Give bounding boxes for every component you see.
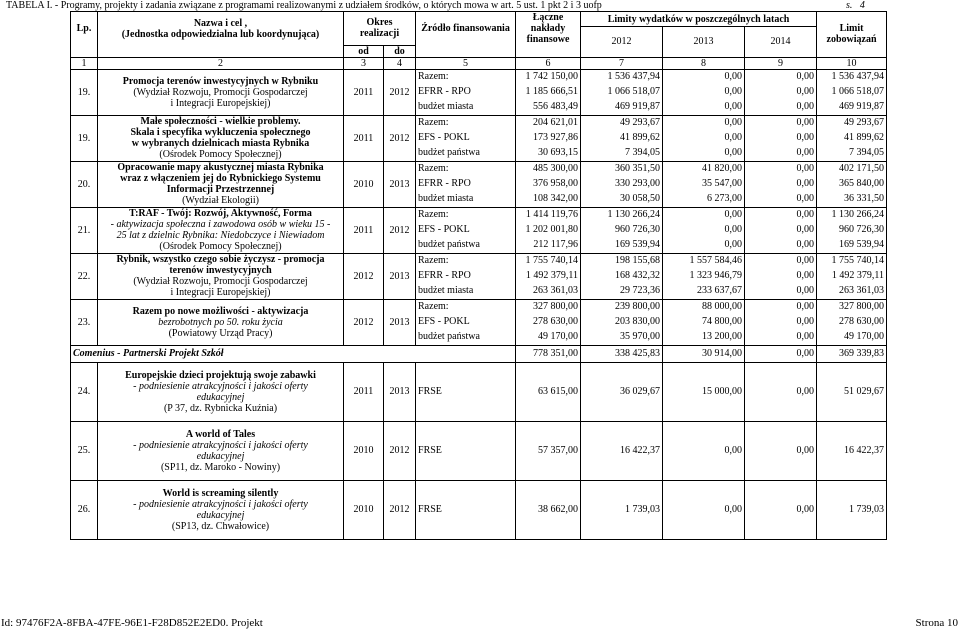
end-year: 2013 — [384, 362, 416, 421]
header-row-1 — [71, 12, 887, 27]
start-year: 2011 — [344, 115, 384, 161]
project-name-line: Skala i specyfika wykluczenia społecznego — [130, 127, 311, 138]
limit-2012: 203 830,00 — [581, 314, 663, 329]
column-number-row — [71, 57, 887, 69]
commitment-limit: 402 171,50 — [817, 161, 887, 176]
limit-2012: 360 351,50 — [581, 161, 663, 176]
funding-source: FRSE — [416, 421, 516, 480]
limit-2014: 0,00 — [745, 314, 817, 329]
commitment-limit: 51 029,67 — [817, 362, 887, 421]
limit-2012: 1 066 518,07 — [581, 84, 663, 99]
commitment-limit: 169 539,94 — [817, 237, 887, 253]
commitment-limit: 7 394,05 — [817, 145, 887, 161]
commitment-limit: 278 630,00 — [817, 314, 887, 329]
table-row — [71, 115, 887, 130]
funding-source: budżet miasta — [416, 191, 516, 207]
limit-2013: 0,00 — [663, 99, 745, 115]
total-outlay: 376 958,00 — [516, 176, 581, 191]
project-name-line: (P 37, dz. Rybnicka Kuźnia) — [163, 402, 278, 414]
project-name-line: edukacyjnej — [196, 391, 245, 403]
limit-2014: 0,00 — [745, 421, 817, 480]
project-name — [98, 115, 344, 161]
end-year: 2012 — [384, 69, 416, 115]
limit-2014: 0,00 — [745, 99, 817, 115]
commitment-limit: 49 293,67 — [817, 115, 887, 130]
funding-source: EFS - POKL — [416, 314, 516, 329]
project-name-line: T:RAF - Twój: Rozwój, Aktywność, Forma — [129, 208, 312, 219]
commitment-limit: 1 755 740,14 — [817, 253, 887, 268]
page-footer — [0, 617, 960, 631]
row-number: 22. — [71, 253, 98, 299]
total-outlay: 327 800,00 — [516, 299, 581, 314]
limit-2012: 469 919,87 — [581, 99, 663, 115]
project-name-line: - podniesienie atrakcyjności i jakości oferty — [133, 380, 308, 392]
document-id: Id: 97476F2A-8FBA-47FE-96E1-F28D852E2ED0. Projekt — [1, 617, 263, 629]
limit-2014: 0,00 — [745, 268, 817, 283]
section-2012: 338 425,83 — [581, 345, 663, 362]
limit-2013: 0,00 — [663, 237, 745, 253]
table-title: TABELA I. - Programy, projekty i zadania związane z programami realizowanymi z udziałem środków, o których mowa w art. 5 ust. 1 pkt 2 i 3 uofp — [6, 0, 602, 11]
row-number: 21. — [71, 207, 98, 253]
limit-2014: 0,00 — [745, 115, 817, 130]
limit-2014: 0,00 — [745, 130, 817, 145]
limit-2013: 41 820,00 — [663, 161, 745, 176]
column-number: 3 — [344, 57, 384, 69]
commitment-limit: 327 800,00 — [817, 299, 887, 314]
commitment-limit: 960 726,30 — [817, 222, 887, 237]
section-title: Comenius - Partnerski Projekt Szkół — [71, 345, 516, 362]
table-row — [71, 362, 887, 421]
start-year: 2012 — [344, 299, 384, 345]
column-number: 4 — [384, 57, 416, 69]
limit-2013: 15 000,00 — [663, 362, 745, 421]
row-number: 26. — [71, 480, 98, 539]
start-year: 2010 — [344, 421, 384, 480]
commitment-limit: 41 899,62 — [817, 130, 887, 145]
col-total-header: Łączne nakłady finansowe — [516, 12, 581, 46]
limit-2013: 233 637,67 — [663, 283, 745, 299]
project-name-line: Razem po nowe możliwości - aktywizacja — [132, 305, 309, 317]
project-name-line: w wybranych dzielnicach miasta Rybnika — [131, 138, 310, 149]
total-outlay: 108 342,00 — [516, 191, 581, 207]
limit-2014: 0,00 — [745, 145, 817, 161]
project-name-line: bezrobotnych po 50. roku życia — [158, 316, 283, 328]
funding-source: EFS - POKL — [416, 222, 516, 237]
limit-2013: 0,00 — [663, 421, 745, 480]
limit-2012: 239 800,00 — [581, 299, 663, 314]
end-year: 2013 — [384, 299, 416, 345]
project-name — [98, 69, 344, 115]
project-name-line: Rybnik, wszystko czego sobie życzysz - promocja — [116, 254, 325, 265]
limit-2013: 0,00 — [663, 480, 745, 539]
project-name-line: Małe społeczności - wielkie problemy. — [140, 116, 301, 127]
col-period-header: Okres realizacji — [344, 12, 416, 46]
limit-2013: 1 323 946,79 — [663, 268, 745, 283]
project-name — [98, 161, 344, 207]
commitment-limit: 1 066 518,07 — [817, 84, 887, 99]
col-2014-header: 2014 — [745, 27, 817, 58]
column-number: 10 — [817, 57, 887, 69]
row-number: 25. — [71, 421, 98, 480]
section-2013: 30 914,00 — [663, 345, 745, 362]
project-name-line: - aktywizacja społeczna i zawodowa osób w wieku 15 - — [110, 219, 331, 230]
funding-source: Razem: — [416, 69, 516, 84]
table-row — [71, 69, 887, 84]
total-outlay: 212 117,96 — [516, 237, 581, 253]
limit-2014: 0,00 — [745, 84, 817, 99]
column-number: 8 — [663, 57, 745, 69]
project-name — [98, 362, 344, 421]
table-body — [71, 12, 887, 540]
page-number: s. 4 — [846, 0, 865, 11]
end-year: 2013 — [384, 161, 416, 207]
total-outlay: 1 202 001,80 — [516, 222, 581, 237]
limit-2012: 198 155,68 — [581, 253, 663, 268]
total-outlay: 30 693,15 — [516, 145, 581, 161]
table-row — [71, 299, 887, 314]
project-name-line: edukacyjnej — [196, 509, 245, 521]
funding-source: budżet państwa — [416, 237, 516, 253]
limit-2014: 0,00 — [745, 480, 817, 539]
limit-2012: 35 970,00 — [581, 329, 663, 345]
table-row — [71, 480, 887, 539]
start-year: 2010 — [344, 161, 384, 207]
project-name-line: i Integracji Europejskiej) — [170, 97, 271, 109]
start-year: 2012 — [344, 253, 384, 299]
funding-source: FRSE — [416, 480, 516, 539]
start-year: 2010 — [344, 480, 384, 539]
commitment-limit: 1 130 266,24 — [817, 207, 887, 222]
table-row — [71, 253, 887, 268]
section-2014: 0,00 — [745, 345, 817, 362]
limit-2014: 0,00 — [745, 283, 817, 299]
column-number: 2 — [98, 57, 344, 69]
budget-table — [70, 11, 887, 540]
funding-source: budżet państwa — [416, 145, 516, 161]
limit-2012: 7 394,05 — [581, 145, 663, 161]
row-number: 24. — [71, 362, 98, 421]
project-name-line: Informacji Przestrzennej — [166, 184, 275, 195]
end-year: 2013 — [384, 253, 416, 299]
limit-2013: 35 547,00 — [663, 176, 745, 191]
limit-2013: 74 800,00 — [663, 314, 745, 329]
limit-2012: 16 422,37 — [581, 421, 663, 480]
limit-2013: 1 557 584,46 — [663, 253, 745, 268]
project-name — [98, 480, 344, 539]
column-number: 1 — [71, 57, 98, 69]
column-number: 7 — [581, 57, 663, 69]
start-year: 2011 — [344, 69, 384, 115]
limit-2014: 0,00 — [745, 362, 817, 421]
project-name-line: Opracowanie mapy akustycznej miasta Rybnika — [117, 162, 324, 173]
funding-source: EFRR - RPO — [416, 176, 516, 191]
total-outlay: 1 742 150,00 — [516, 69, 581, 84]
total-outlay: 263 361,03 — [516, 283, 581, 299]
funding-source: EFRR - RPO — [416, 84, 516, 99]
funding-source: budżet państwa — [416, 329, 516, 345]
funding-source: EFS - POKL — [416, 130, 516, 145]
commitment-limit: 469 919,87 — [817, 99, 887, 115]
row-number: 19. — [71, 115, 98, 161]
project-name-line: (SP11, dz. Maroko - Nowiny) — [160, 461, 281, 473]
funding-source: Razem: — [416, 115, 516, 130]
total-outlay: 204 621,01 — [516, 115, 581, 130]
total-outlay: 1 492 379,11 — [516, 268, 581, 283]
project-name-line: (Wydział Ekologii) — [182, 195, 259, 206]
funding-source: Razem: — [416, 299, 516, 314]
limit-2012: 30 058,50 — [581, 191, 663, 207]
commitment-limit: 263 361,03 — [817, 283, 887, 299]
commitment-limit: 365 840,00 — [817, 176, 887, 191]
row-number: 20. — [71, 161, 98, 207]
limit-2013: 0,00 — [663, 84, 745, 99]
limit-2012: 330 293,00 — [581, 176, 663, 191]
table-row — [71, 161, 887, 176]
column-number: 5 — [416, 57, 516, 69]
limit-2013: 13 200,00 — [663, 329, 745, 345]
funding-source: FRSE — [416, 362, 516, 421]
total-outlay: 38 662,00 — [516, 480, 581, 539]
limit-2014: 0,00 — [745, 299, 817, 314]
limit-2012: 1 739,03 — [581, 480, 663, 539]
funding-source: Razem: — [416, 161, 516, 176]
project-name-line: (SP13, dz. Chwałowice) — [171, 520, 270, 532]
project-name-line: edukacyjnej — [196, 450, 245, 462]
col-limits-header: Limity wydatków w poszczególnych latach — [581, 12, 817, 27]
limit-2013: 88 000,00 — [663, 299, 745, 314]
limit-2012: 36 029,67 — [581, 362, 663, 421]
project-name — [98, 207, 344, 253]
row-number: 19. — [71, 69, 98, 115]
start-year: 2011 — [344, 207, 384, 253]
project-name — [98, 299, 344, 345]
project-name — [98, 421, 344, 480]
project-name-line: i Integracji Europejskiej) — [170, 287, 271, 298]
project-name-line: - podniesienie atrakcyjności i jakości oferty — [133, 439, 308, 451]
project-name-line: Europejskie dzieci projektują swoje zabawki — [125, 369, 316, 381]
project-name-line: (Wydział Rozwoju, Promocji Gospodarczej — [133, 276, 308, 287]
limit-2014: 0,00 — [745, 253, 817, 268]
limit-2014: 0,00 — [745, 329, 817, 345]
col-from-header: od — [344, 45, 384, 57]
total-outlay: 1 414 119,76 — [516, 207, 581, 222]
funding-source: Razem: — [416, 207, 516, 222]
total-outlay: 57 357,00 — [516, 421, 581, 480]
limit-2013: 0,00 — [663, 145, 745, 161]
total-outlay: 173 927,86 — [516, 130, 581, 145]
limit-2013: 0,00 — [663, 130, 745, 145]
page-indicator: Strona 10 — [915, 617, 958, 629]
section-row — [71, 345, 887, 362]
project-name-line: 25 lat z dzielnic Rybnika: Niedobczyce i Niewiadom — [116, 230, 325, 241]
col-to-header: do — [384, 45, 416, 57]
column-number: 6 — [516, 57, 581, 69]
start-year: 2011 — [344, 362, 384, 421]
project-name-line: Promocja terenów inwestycyjnych w Rybniku — [122, 75, 319, 87]
commitment-limit: 1 492 379,11 — [817, 268, 887, 283]
limit-2013: 6 273,00 — [663, 191, 745, 207]
project-name-line: World is screaming silently — [162, 487, 279, 499]
end-year: 2012 — [384, 207, 416, 253]
limit-2012: 168 432,32 — [581, 268, 663, 283]
total-outlay: 63 615,00 — [516, 362, 581, 421]
section-total: 778 351,00 — [516, 345, 581, 362]
limit-2012: 41 899,62 — [581, 130, 663, 145]
project-name-line: (Ośrodek Pomocy Społecznej) — [159, 149, 282, 160]
col-lp-header: Lp. — [71, 12, 98, 46]
limit-2014: 0,00 — [745, 161, 817, 176]
limit-2014: 0,00 — [745, 176, 817, 191]
end-year: 2012 — [384, 480, 416, 539]
section-limit: 369 339,83 — [817, 345, 887, 362]
commitment-limit: 49 170,00 — [817, 329, 887, 345]
limit-2013: 0,00 — [663, 222, 745, 237]
project-name-line: - podniesienie atrakcyjności i jakości oferty — [133, 498, 308, 510]
row-number: 23. — [71, 299, 98, 345]
total-outlay: 485 300,00 — [516, 161, 581, 176]
project-name — [98, 253, 344, 299]
limit-2012: 29 723,36 — [581, 283, 663, 299]
col-name-header: Nazwa i cel , (Jednostka odpowiedzialna lub koordynująca) — [98, 12, 344, 46]
project-name-line: wraz z włączeniem jej do Rybnickiego Systemu — [120, 173, 321, 184]
project-name-line: (Wydział Rozwoju, Promocji Gospodarczej — [133, 86, 308, 98]
end-year: 2012 — [384, 115, 416, 161]
commitment-limit: 16 422,37 — [817, 421, 887, 480]
project-name-line: terenów inwestycyjnych — [169, 265, 272, 276]
total-outlay: 1 755 740,14 — [516, 253, 581, 268]
commitment-limit: 1 739,03 — [817, 480, 887, 539]
limit-2014: 0,00 — [745, 222, 817, 237]
project-name-line: A world of Tales — [185, 428, 256, 440]
col-source-header: Źródło finansowania — [416, 12, 516, 46]
commitment-limit: 36 331,50 — [817, 191, 887, 207]
table-row — [71, 207, 887, 222]
total-outlay: 556 483,49 — [516, 99, 581, 115]
limit-2012: 1 130 266,24 — [581, 207, 663, 222]
project-name-line: (Ośrodek Pomocy Społecznej) — [159, 241, 282, 252]
project-name-line: (Powiatowy Urząd Pracy) — [168, 327, 273, 339]
limit-2013: 0,00 — [663, 69, 745, 84]
commitment-limit: 1 536 437,94 — [817, 69, 887, 84]
total-outlay: 1 185 666,51 — [516, 84, 581, 99]
limit-2012: 169 539,94 — [581, 237, 663, 253]
funding-source: budżet miasta — [416, 99, 516, 115]
total-outlay: 278 630,00 — [516, 314, 581, 329]
limit-2012: 960 726,30 — [581, 222, 663, 237]
col-2013-header: 2013 — [663, 27, 745, 58]
table-row — [71, 421, 887, 480]
end-year: 2012 — [384, 421, 416, 480]
limit-2014: 0,00 — [745, 237, 817, 253]
limit-2014: 0,00 — [745, 207, 817, 222]
limit-2012: 1 536 437,94 — [581, 69, 663, 84]
limit-2013: 0,00 — [663, 207, 745, 222]
limit-2014: 0,00 — [745, 69, 817, 84]
funding-source: EFRR - RPO — [416, 268, 516, 283]
col-2012-header: 2012 — [581, 27, 663, 58]
funding-source: Razem: — [416, 253, 516, 268]
limit-2013: 0,00 — [663, 115, 745, 130]
column-number: 9 — [745, 57, 817, 69]
funding-source: budżet miasta — [416, 283, 516, 299]
total-outlay: 49 170,00 — [516, 329, 581, 345]
limit-2012: 49 293,67 — [581, 115, 663, 130]
limit-2014: 0,00 — [745, 191, 817, 207]
col-limit-zobowiazan-header: Limit zobowiązań — [817, 12, 887, 58]
